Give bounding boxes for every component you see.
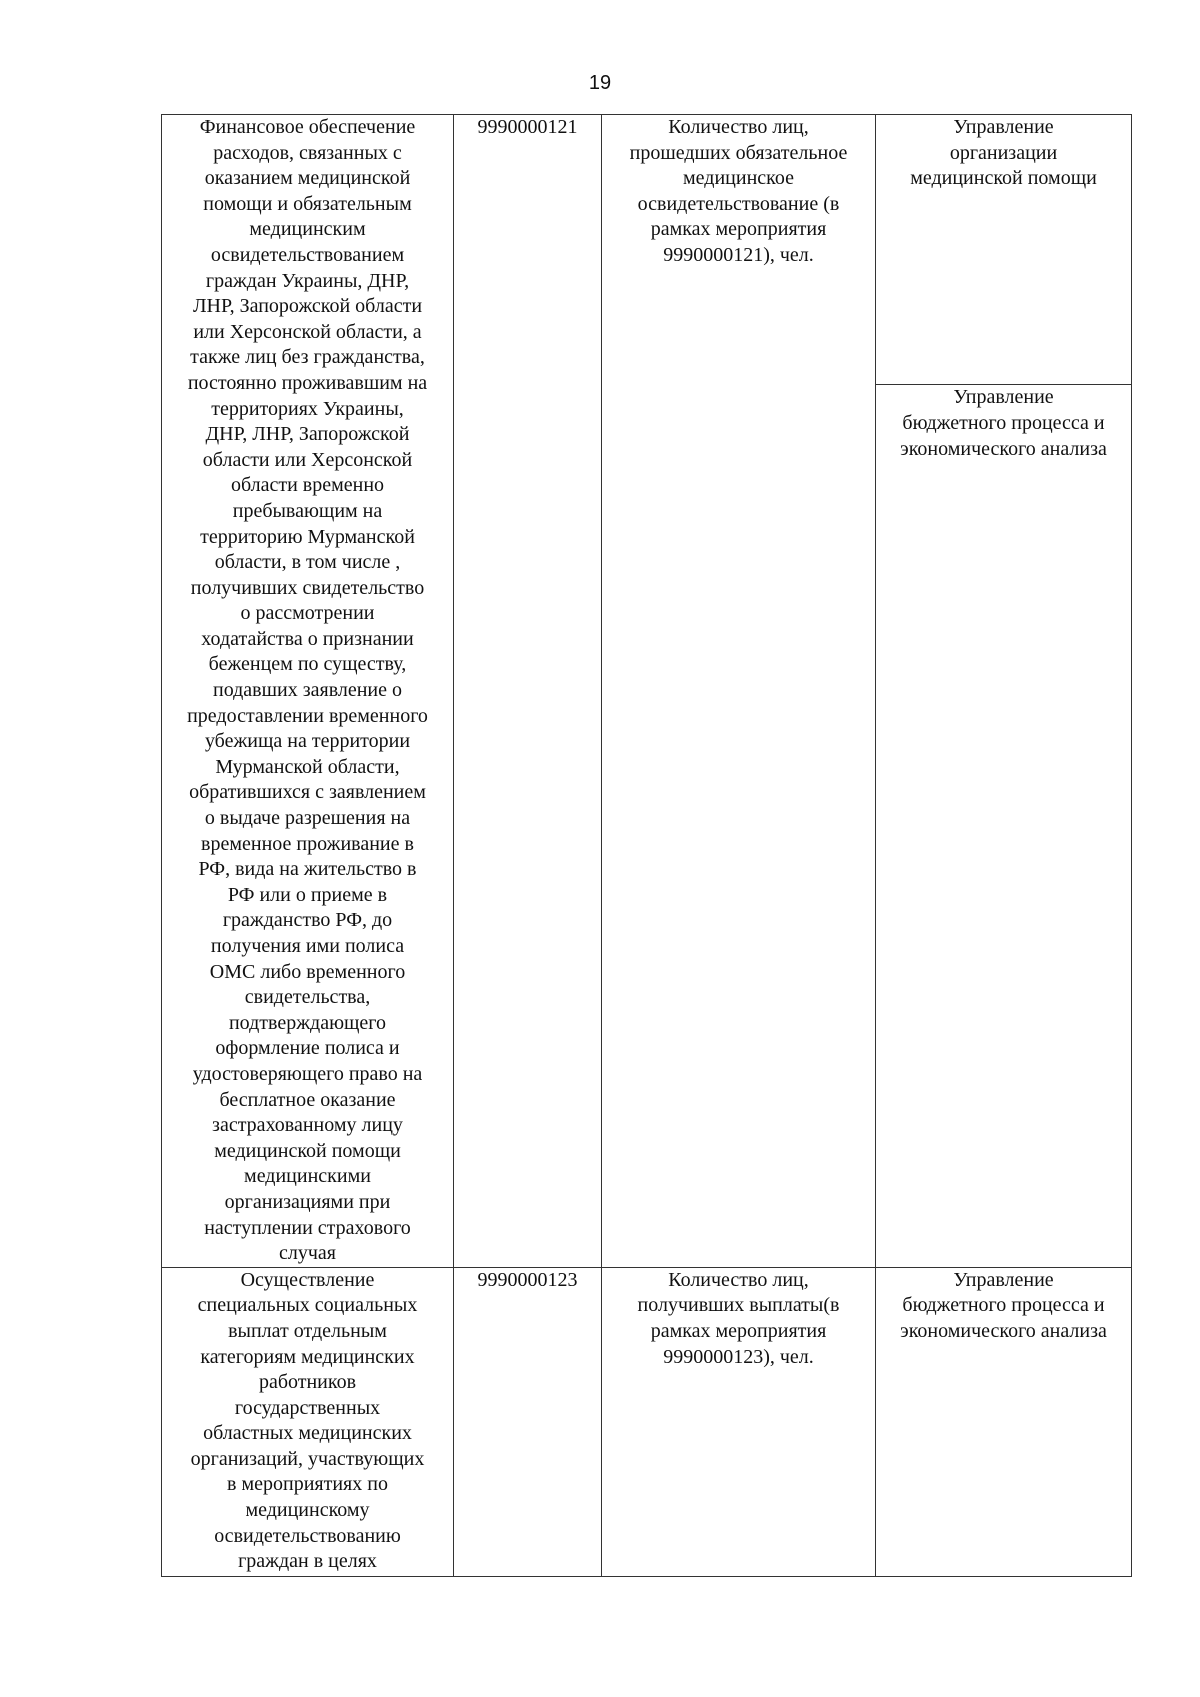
responsible-department: Управление бюджетного процесса и экономического анализа [900, 386, 1107, 460]
table-row [162, 115, 1132, 385]
indicator-cell [602, 115, 876, 1268]
activity-description-cell [162, 115, 454, 1268]
responsible-cell [876, 115, 1132, 385]
activity-code-cell [454, 115, 602, 1268]
table-row [162, 1267, 1132, 1576]
indicator-cell [602, 1267, 876, 1576]
activity-description: Осуществление специальных социальных выплат отдельным категориям медицинских работников государственных областных медицинских организаций, участвующих в мероприятиях по медицинскому освидетельствованию граждан в целях [190, 1268, 425, 1573]
activity-description: Финансовое обеспечение расходов, связанных с оказанием медицинской помощи и обязательным медицинским освидетельствованием граждан Украины, ДНР, ЛНР, Запорожской области или Херсонской области, а также лиц без гражданства, постоянно проживавшим на территориях Украины, ДНР, ЛНР, Запорожской области или Херсонской области временно пребывающим на территорию Мурманской области, в том числе , получивших свидетельство о рассмотрении ходатайства о признании беженцем по существу, подавших заявление о предоставлении временного убежища на территории Мурманской области, обратившихся с заявлением о выдаче разрешения на временное проживание в РФ, вида на жительство в РФ или о приеме в гражданство РФ, до получения ими полиса ОМС либо временного свидетельства, подтверждающего оформление полиса и удостоверяющего право на бесплатное оказание застрахованному лицу медицинской помощи медицинскими организациями при наступлении страхового случая [187, 116, 428, 1265]
activities-table [161, 114, 1132, 1577]
indicator-text: Количество лиц, получивших выплаты(в рамках мероприятия 9990000123), чел. [637, 1268, 840, 1368]
responsible-cell [876, 385, 1132, 1267]
responsible-department: Управление бюджетного процесса и экономического анализа [900, 1268, 1107, 1342]
activity-code-cell [454, 1267, 602, 1576]
activity-code: 9990000121 [477, 116, 578, 138]
page-number: 19 [588, 72, 612, 94]
responsible-department: Управление организации медицинской помощи [910, 116, 1097, 190]
responsible-cell [876, 1267, 1132, 1576]
activity-description-cell [162, 1267, 454, 1576]
activity-code: 9990000123 [477, 1268, 578, 1291]
indicator-text: Количество лиц, прошедших обязательное медицинское освидетельствование (в рамках мероприятия 9990000121), чел. [629, 116, 848, 266]
